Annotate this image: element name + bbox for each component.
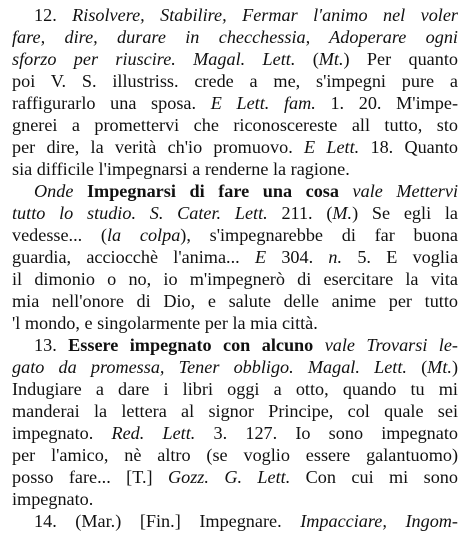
entry-13-line-2: gato da promessa, Tener obbligo. Magal. Lett. (Mt.)	[12, 357, 458, 377]
onde-line-1: Onde Impegnarsi di fare una cosa vale Mettervi	[34, 181, 458, 201]
entry-12-line-5: raffigurarlo una sposa. E Lett. fam. 1. 20. M'impe-	[12, 93, 458, 113]
onde-line-6: mia nell'onore di Dio, e salute delle anime per tutto	[12, 291, 458, 311]
entry-12-line-3: sforzo per riuscire. Magal. Lett. (Mt.) Per quanto	[12, 49, 458, 69]
entry-12-line-8: sia difficile l'impegnarsi a renderne la ragione.	[12, 159, 350, 179]
entry-12-line-7: per dire, la verità ch'io promuovo. E Lett. 18. Quanto	[12, 137, 458, 157]
entry-13-line-7: posso fare... [T.] Gozz. G. Lett. Con cui mi sono	[12, 467, 458, 487]
onde-line-4: guardia, acciocchè l'anima... E 304. n. 5. E voglia	[12, 247, 459, 267]
entry-12-line-6: gnerei a promettervi che riconoscereste all tutto, sto	[12, 115, 458, 135]
onde-line-5: il dimonio o no, io m'impegnerò di esercitare la vita	[12, 269, 458, 289]
entry-13-line-1: 13. Essere impegnato con alcuno vale Trovarsi le-	[34, 335, 458, 355]
onde-line-7: 'l mondo, e singolarmente per la mia città.	[12, 313, 318, 333]
entry-12-line-4: poi V. S. illustriss. crede a me, s'impegni pure a	[12, 71, 458, 91]
entry-14-line-1: 14. (Mar.) [Fin.] Impegnare. Impacciare, Ingom-	[34, 511, 458, 531]
entry-12-line-1: 12. Risolvere, Stabilire, Fermar l'animo nel voler	[34, 5, 458, 25]
onde-line-3: vedesse... (la colpa), s'impegnarebbe di far buona	[12, 225, 458, 245]
entry-13-line-3: Indugiare a dare i libri oggi a otto, quando tu mi	[12, 379, 458, 399]
entry-12-line-2: fare, dire, durare in checchessia, Adoperare ogni	[12, 27, 458, 47]
entry-13-line-5: impegnato. Red. Lett. 3. 127. Io sono impegnato	[12, 423, 458, 443]
entry-13-line-6: per l'amico, nè altro (se voglio essere galantuomo)	[12, 445, 458, 465]
entry-13-line-8: impegnato.	[12, 489, 94, 509]
entry-13-line-4: manderai la lettera al signor Principe, col quale sei	[12, 401, 458, 421]
onde-line-2: tutto lo studio. S. Cater. Lett. 211. (M.) Se egli la	[12, 203, 458, 223]
